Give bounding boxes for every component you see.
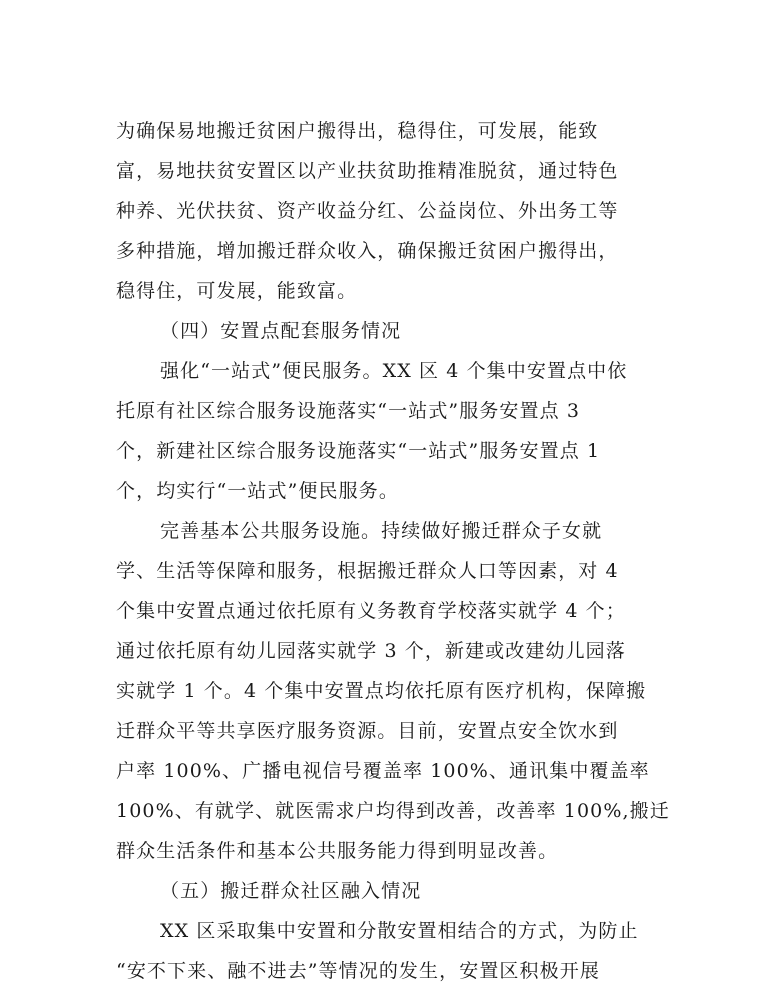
paragraph-line: 100%、有就学、就医需求户均得到改善，改善率 100%,搬迁 [116, 800, 670, 822]
paragraph-line: 为确保易地搬迁贫困户搬得出，稳得住，可发展，能致 [116, 120, 599, 142]
paragraph-line: 托原有社区综合服务设施落实“一站式”服务安置点 3 [116, 400, 581, 422]
paragraph-line: XX 区采取集中安置和分散安置相结合的方式，为防止 [160, 920, 639, 942]
paragraph-line: 学、生活等保障和服务，根据搬迁群众人口等因素，对 4 [116, 560, 619, 582]
paragraph-line: 多种措施，增加搬迁群众收入，确保搬迁贫困户搬得出， [116, 240, 619, 262]
paragraph-line: 户率 100%、广播电视信号覆盖率 100%、通讯集中覆盖率 [116, 760, 650, 782]
section-heading-5: （五）搬迁群众社区融入情况 [160, 880, 422, 902]
paragraph-line: 完善基本公共服务设施。持续做好搬迁群众子女就 [160, 520, 603, 542]
paragraph-line: 稳得住，可发展，能致富。 [116, 280, 358, 302]
paragraph-line: 个，新建社区综合服务设施落实“一站式”服务安置点 1 [116, 440, 601, 462]
section-heading-4: （四）安置点配套服务情况 [160, 320, 402, 342]
paragraph-line: 个，均实行“一站式”便民服务。 [116, 480, 399, 502]
paragraph-line: 强化“一站式”便民服务。XX 区 4 个集中安置点中依 [160, 360, 628, 382]
paragraph-line: 富，易地扶贫安置区以产业扶贫助推精准脱贫，通过特色 [116, 160, 619, 182]
paragraph-line: 个集中安置点通过依托原有义务教育学校落实就学 4 个； [116, 600, 626, 622]
paragraph-line: 群众生活条件和基本公共服务能力得到明显改善。 [116, 840, 559, 862]
paragraph-line: 迁群众平等共享医疗服务资源。目前，安置点安全饮水到 [116, 720, 619, 742]
paragraph-line: “安不下来、融不进去”等情况的发生，安置区积极开展 [116, 960, 600, 982]
paragraph-line: 通过依托原有幼儿园落实就学 3 个，新建或改建幼儿园落 [116, 640, 626, 662]
paragraph-line: 种养、光伏扶贫、资产收益分红、公益岗位、外出务工等 [116, 200, 619, 222]
paragraph-line: 实就学 1 个。4 个集中安置点均依托原有医疗机构，保障搬 [116, 680, 647, 702]
